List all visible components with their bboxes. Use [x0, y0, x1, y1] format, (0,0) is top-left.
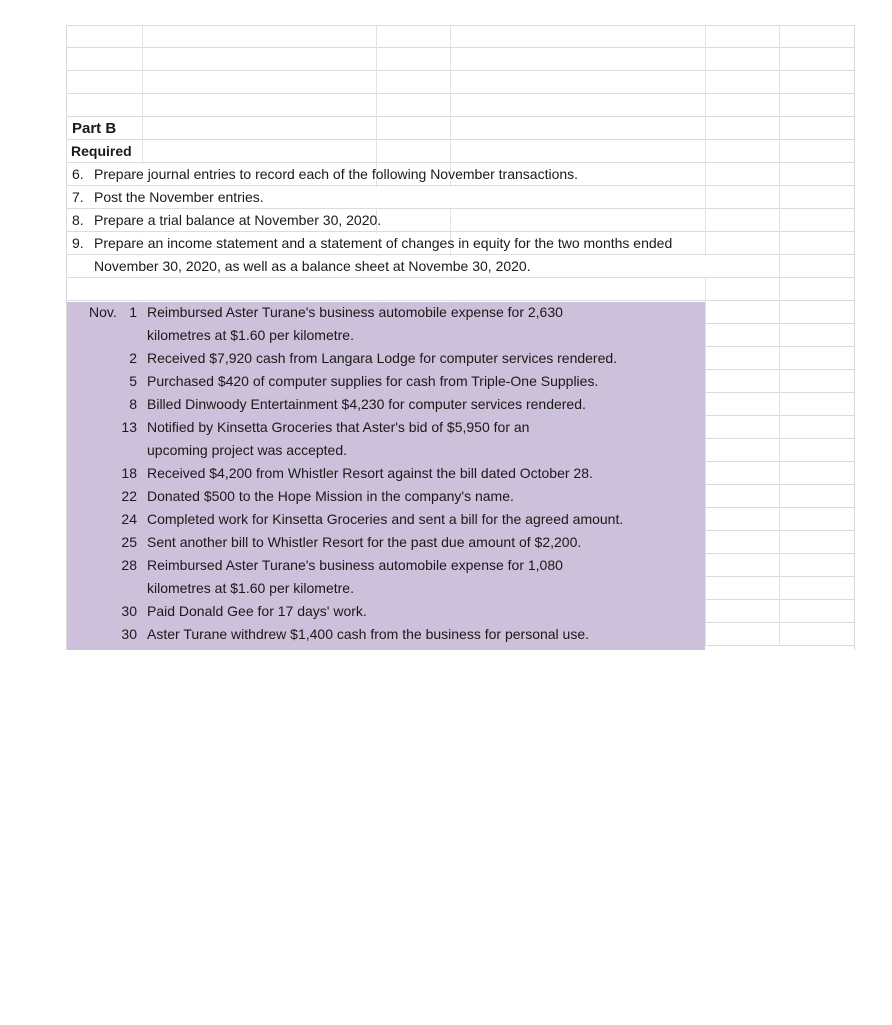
transaction-day: 30: [121, 626, 137, 642]
transaction-description: Completed work for Kinsetta Groceries and sent a bill for the agreed amount.: [147, 511, 624, 527]
instruction-text: Post the November entries.: [94, 189, 264, 205]
transaction-day: 28: [121, 557, 137, 573]
instruction-text-continued: November 30, 2020, as well as a balance sheet at Novembe 30, 2020.: [94, 258, 531, 274]
part-title: Part B: [72, 120, 117, 137]
sheet-row[interactable]: [67, 140, 854, 163]
month-label: Nov.: [89, 304, 117, 320]
transaction-description: Received $4,200 from Whistler Resort against the bill dated October 28.: [147, 465, 593, 481]
transaction-description: kilometres at $1.60 per kilometre.: [147, 580, 354, 596]
transaction-day: 24: [121, 511, 137, 527]
sheet-row[interactable]: [67, 117, 854, 140]
transaction-description: kilometres at $1.60 per kilometre.: [147, 327, 354, 343]
transaction-day: 1: [129, 304, 137, 320]
transaction-day: 8: [129, 396, 137, 412]
transaction-day: 30: [121, 603, 137, 619]
instruction-number: 7.: [72, 189, 84, 205]
instruction-text: Prepare an income statement and a statement of changes in equity for the two months ended: [94, 235, 673, 251]
transaction-description: Donated $500 to the Hope Mission in the company's name.: [147, 488, 514, 504]
transaction-description: Sent another bill to Whistler Resort for the past due amount of $2,200.: [147, 534, 582, 550]
cell-overflow: [68, 279, 705, 300]
instruction-number: 9.: [72, 235, 84, 251]
transaction-description: Paid Donald Gee for 17 days' work.: [147, 603, 367, 619]
instruction-number: 6.: [72, 166, 84, 182]
transaction-description: Billed Dinwoody Entertainment $4,230 for computer services rendered.: [147, 396, 586, 412]
transaction-day: 5: [129, 373, 137, 389]
instruction-number: 8.: [72, 212, 84, 228]
transaction-description: Reimbursed Aster Turane's business automobile expense for 2,630: [147, 304, 563, 320]
transaction-day: 2: [129, 350, 137, 366]
column-divider: [705, 25, 706, 646]
transaction-description: Reimbursed Aster Turane's business automobile expense for 1,080: [147, 557, 563, 573]
sheet-row[interactable]: [67, 94, 854, 117]
sheet-row[interactable]: [67, 48, 854, 71]
instruction-text: Prepare a trial balance at November 30, 2020.: [94, 212, 382, 228]
transaction-day: 25: [121, 534, 137, 550]
sheet-row[interactable]: [67, 71, 854, 94]
spreadsheet-grid: [66, 25, 855, 650]
transaction-description: Notified by Kinsetta Groceries that Aster's bid of $5,950 for an: [147, 419, 530, 435]
transaction-description: Received $7,920 cash from Langara Lodge for computer services rendered.: [147, 350, 618, 366]
instruction-text: Prepare journal entries to record each of the following November transactions.: [94, 166, 579, 182]
required-label: Required: [71, 143, 132, 159]
column-divider: [779, 25, 780, 646]
transaction-day: 18: [121, 465, 137, 481]
transaction-description: upcoming project was accepted.: [147, 442, 347, 458]
sheet-row[interactable]: [67, 25, 854, 48]
transaction-day: 22: [121, 488, 137, 504]
transaction-description: Purchased $420 of computer supplies for cash from Triple-One Supplies.: [147, 373, 599, 389]
transaction-day: 13: [121, 419, 137, 435]
transaction-description: Aster Turane withdrew $1,400 cash from the business for personal use.: [147, 626, 590, 642]
